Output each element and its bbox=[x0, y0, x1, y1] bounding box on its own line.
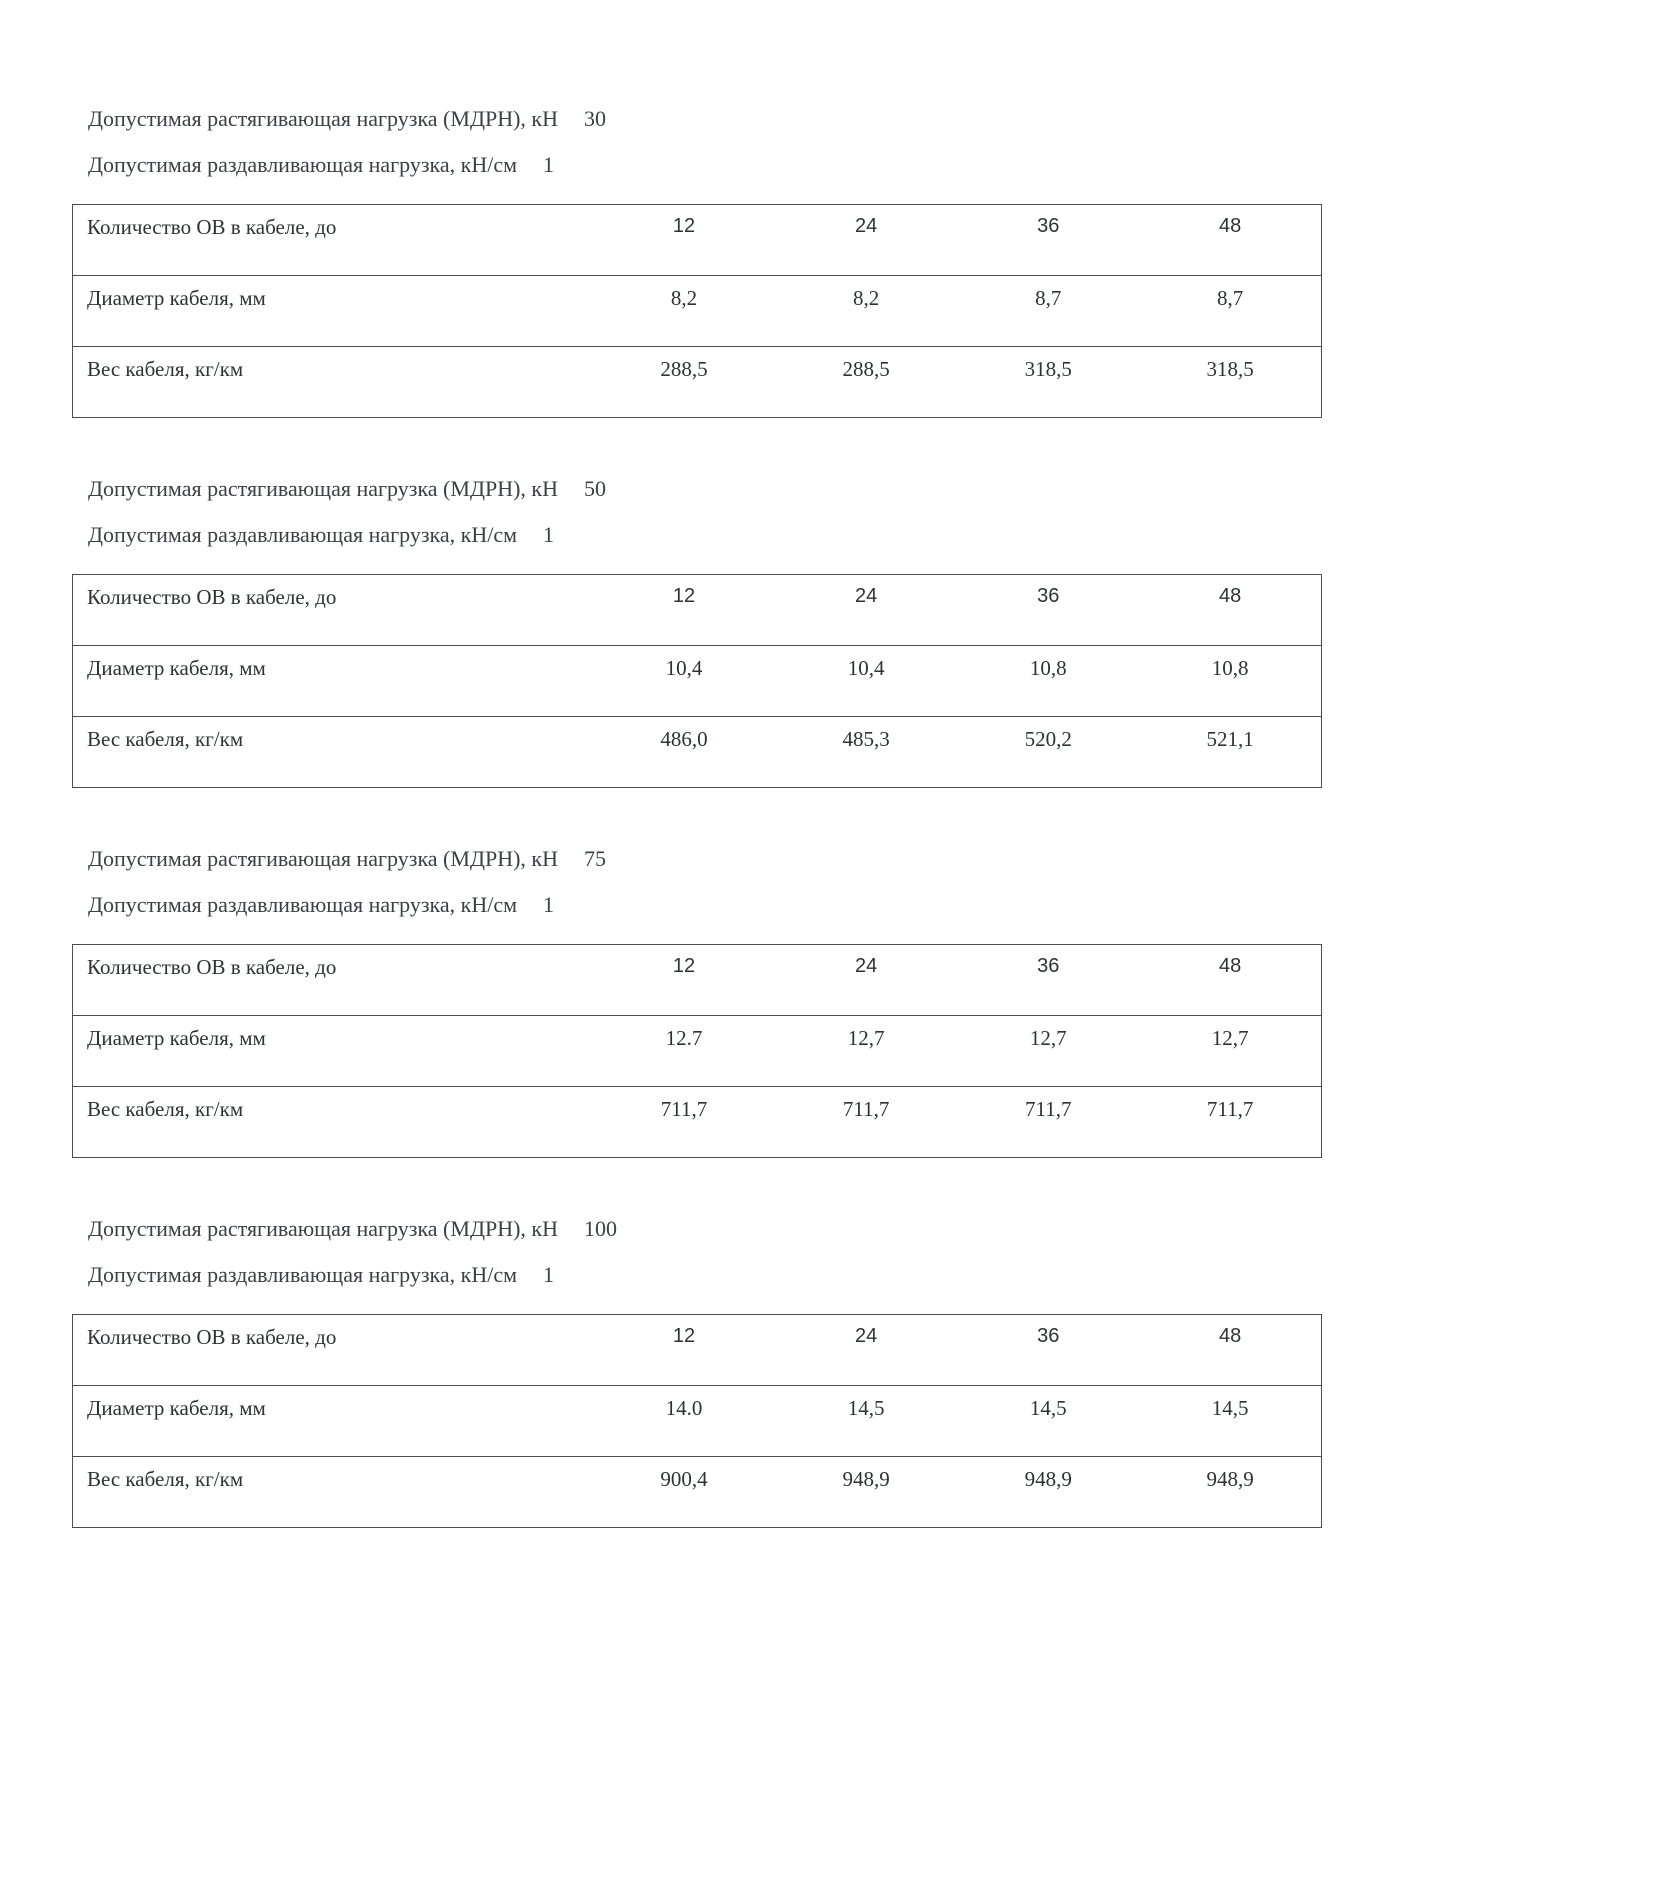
cell-value: 486,0 bbox=[593, 717, 775, 788]
cable-spec-table bbox=[72, 204, 1322, 418]
cell-value: 14,5 bbox=[775, 1386, 957, 1457]
cell-value: 24 bbox=[854, 215, 878, 237]
cell-value: 36 bbox=[1037, 955, 1060, 977]
row-label: Вес кабеля, кг/км bbox=[73, 1087, 593, 1158]
row-label: Количество ОВ в кабеле, до bbox=[87, 1325, 337, 1349]
crush-load-line bbox=[88, 892, 1680, 918]
cell-value: 10,8 bbox=[957, 646, 1139, 717]
crush-load-value: 1 bbox=[543, 522, 555, 547]
cell-value: 14,5 bbox=[957, 1386, 1139, 1457]
cell-value: 14,5 bbox=[1139, 1386, 1321, 1457]
tensile-load-line bbox=[88, 106, 1680, 132]
cell-value: 36 bbox=[1037, 1325, 1060, 1347]
crush-load-label: Допустимая раздавливающая нагрузка, кН/см bbox=[88, 1262, 518, 1287]
crush-load-value: 1 bbox=[543, 892, 555, 917]
tensile-load-line bbox=[88, 1216, 1680, 1242]
row-label: Количество ОВ в кабеле, до bbox=[87, 955, 337, 979]
cell-value: 900,4 bbox=[593, 1457, 775, 1528]
table-row-weight bbox=[73, 1457, 1322, 1528]
row-label: Диаметр кабеля, мм bbox=[73, 646, 593, 717]
cell-value: 12.7 bbox=[593, 1016, 775, 1087]
cell-value: 8,7 bbox=[1139, 276, 1321, 347]
crush-load-value: 1 bbox=[543, 152, 555, 177]
cell-value: 12 bbox=[672, 585, 696, 607]
cell-value: 24 bbox=[854, 585, 878, 607]
cell-value: 948,9 bbox=[775, 1457, 957, 1528]
table-row-diameter bbox=[73, 1386, 1322, 1457]
cell-value: 8,7 bbox=[957, 276, 1139, 347]
table-row-fiber-count bbox=[73, 575, 1322, 646]
table-row-fiber-count bbox=[73, 945, 1322, 1016]
cell-value: 12,7 bbox=[957, 1016, 1139, 1087]
cell-value: 711,7 bbox=[1139, 1087, 1321, 1158]
table-row-weight bbox=[73, 717, 1322, 788]
row-label: Вес кабеля, кг/км bbox=[73, 1457, 593, 1528]
tensile-load-label: Допустимая растягивающая нагрузка (МДРН), кН bbox=[88, 846, 558, 871]
cell-value: 288,5 bbox=[775, 347, 957, 418]
table-row-fiber-count bbox=[73, 205, 1322, 276]
cell-value: 10,4 bbox=[593, 646, 775, 717]
cable-spec-section-100kn bbox=[0, 1216, 1680, 1528]
cell-value: 520,2 bbox=[957, 717, 1139, 788]
cell-value: 948,9 bbox=[957, 1457, 1139, 1528]
crush-load-line bbox=[88, 522, 1680, 548]
row-label: Вес кабеля, кг/км bbox=[73, 347, 593, 418]
table-row-weight bbox=[73, 347, 1322, 418]
cell-value: 14.0 bbox=[593, 1386, 775, 1457]
table-row-diameter bbox=[73, 1016, 1322, 1087]
cell-value: 521,1 bbox=[1139, 717, 1321, 788]
tensile-load-label: Допустимая растягивающая нагрузка (МДРН), кН bbox=[88, 476, 558, 501]
cable-spec-section-75kn bbox=[0, 846, 1680, 1158]
cell-value: 48 bbox=[1219, 1325, 1242, 1347]
cell-value: 12,7 bbox=[775, 1016, 957, 1087]
cell-value: 12,7 bbox=[1139, 1016, 1321, 1087]
cable-spec-section-50kn bbox=[0, 476, 1680, 788]
cell-value: 48 bbox=[1219, 215, 1242, 237]
cell-value: 288,5 bbox=[593, 347, 775, 418]
crush-load-label: Допустимая раздавливающая нагрузка, кН/см bbox=[88, 522, 518, 547]
cell-value: 48 bbox=[1219, 955, 1242, 977]
crush-load-line bbox=[88, 1262, 1680, 1288]
crush-load-line bbox=[88, 152, 1680, 178]
tensile-load-value: 50 bbox=[583, 476, 606, 501]
cell-value: 24 bbox=[854, 1325, 878, 1347]
tensile-load-label: Допустимая растягивающая нагрузка (МДРН), кН bbox=[88, 1216, 558, 1241]
cell-value: 485,3 bbox=[775, 717, 957, 788]
cable-spec-table bbox=[72, 944, 1322, 1158]
row-label: Диаметр кабеля, мм bbox=[73, 1016, 593, 1087]
tensile-load-value: 100 bbox=[583, 1216, 617, 1241]
cell-value: 711,7 bbox=[593, 1087, 775, 1158]
cable-spec-section-30kn bbox=[0, 106, 1680, 418]
tensile-load-line bbox=[88, 846, 1680, 872]
cell-value: 12 bbox=[672, 1325, 696, 1347]
crush-load-value: 1 bbox=[543, 1262, 555, 1287]
cell-value: 711,7 bbox=[775, 1087, 957, 1158]
cell-value: 10,4 bbox=[775, 646, 957, 717]
cell-value: 8,2 bbox=[593, 276, 775, 347]
crush-load-label: Допустимая раздавливающая нагрузка, кН/см bbox=[88, 152, 518, 177]
row-label: Количество ОВ в кабеле, до bbox=[87, 215, 337, 239]
tensile-load-value: 75 bbox=[583, 846, 606, 871]
cell-value: 48 bbox=[1219, 585, 1242, 607]
row-label: Вес кабеля, кг/км bbox=[73, 717, 593, 788]
crush-load-label: Допустимая раздавливающая нагрузка, кН/см bbox=[88, 892, 518, 917]
cell-value: 8,2 bbox=[775, 276, 957, 347]
table-row-diameter bbox=[73, 646, 1322, 717]
cable-spec-table bbox=[72, 1314, 1322, 1528]
row-label: Диаметр кабеля, мм bbox=[73, 1386, 593, 1457]
cell-value: 948,9 bbox=[1139, 1457, 1321, 1528]
table-row-weight bbox=[73, 1087, 1322, 1158]
cell-value: 36 bbox=[1037, 215, 1060, 237]
cell-value: 24 bbox=[854, 955, 878, 977]
cell-value: 36 bbox=[1037, 585, 1060, 607]
cell-value: 318,5 bbox=[1139, 347, 1321, 418]
row-label: Диаметр кабеля, мм bbox=[73, 276, 593, 347]
row-label: Количество ОВ в кабеле, до bbox=[87, 585, 337, 609]
cell-value: 12 bbox=[672, 955, 696, 977]
tensile-load-line bbox=[88, 476, 1680, 502]
cable-spec-table bbox=[72, 574, 1322, 788]
cell-value: 10,8 bbox=[1139, 646, 1321, 717]
table-row-diameter bbox=[73, 276, 1322, 347]
cell-value: 318,5 bbox=[957, 347, 1139, 418]
table-row-fiber-count bbox=[73, 1315, 1322, 1386]
cell-value: 12 bbox=[672, 215, 696, 237]
cell-value: 711,7 bbox=[957, 1087, 1139, 1158]
tensile-load-value: 30 bbox=[583, 106, 606, 131]
tensile-load-label: Допустимая растягивающая нагрузка (МДРН), кН bbox=[88, 106, 558, 131]
